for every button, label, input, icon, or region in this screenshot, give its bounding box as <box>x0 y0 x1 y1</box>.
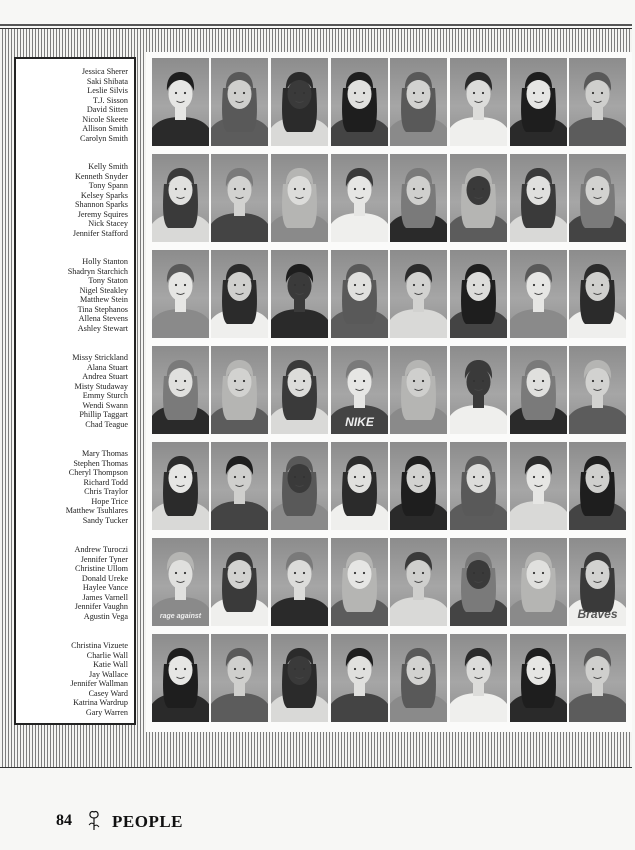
name-group <box>16 353 128 429</box>
student-name: Tony Spann <box>88 181 128 191</box>
student-name: Chad Teague <box>85 419 128 429</box>
student-name: Jennifer Stafford <box>72 228 128 238</box>
student-name: Ashley Stewart <box>77 323 128 333</box>
student-portrait <box>211 58 268 146</box>
student-name: Mary Thomas <box>81 449 128 458</box>
student-name: Nigel Steakley <box>79 285 128 295</box>
student-portrait <box>450 442 507 530</box>
student-name: T.J. Sisson <box>92 95 128 105</box>
student-portrait <box>271 58 328 146</box>
student-name: Emmy Sturch <box>82 391 128 401</box>
student-name: Gary Warren <box>85 707 128 717</box>
student-name: Andrew Turoczi <box>74 545 128 554</box>
student-portrait <box>450 538 507 626</box>
student-name: James Varnell <box>82 592 128 602</box>
student-name: Christina Vizuete <box>71 641 128 650</box>
student-name: Nick Stacey <box>88 219 128 229</box>
student-name: Jennifer Vaughn <box>74 602 128 612</box>
student-name: Holly Stanton <box>82 257 128 266</box>
student-name: Alana Stuart <box>86 362 128 372</box>
student-name: Missy Strickland <box>72 353 128 362</box>
student-portrait <box>211 346 268 434</box>
student-portrait <box>390 346 447 434</box>
student-name: Carolyn Smith <box>80 133 128 143</box>
student-portrait <box>152 154 209 242</box>
student-name: Nicole Skeete <box>82 114 128 124</box>
student-name: Casey Ward <box>88 688 128 698</box>
portrait-grid <box>146 52 632 732</box>
student-name: Jennifer Tyner <box>80 554 128 564</box>
student-portrait <box>390 442 447 530</box>
student-name: Matthew Tsuhlares <box>65 506 128 516</box>
student-portrait <box>331 154 388 242</box>
student-portrait <box>211 154 268 242</box>
student-portrait <box>390 634 447 722</box>
student-name: Jay Wallace <box>89 669 128 679</box>
student-portrait <box>271 538 328 626</box>
student-portrait <box>331 58 388 146</box>
student-portrait <box>390 154 447 242</box>
student-portrait <box>569 154 626 242</box>
student-portrait <box>569 250 626 338</box>
student-name: Shannon Sparks <box>75 200 128 210</box>
student-name: Donald Ureke <box>81 573 128 583</box>
student-name: Andrea Stuart <box>82 372 128 382</box>
student-portrait <box>271 346 328 434</box>
student-portrait <box>152 346 209 434</box>
student-portrait <box>331 634 388 722</box>
student-name: Tony Staton <box>88 276 128 286</box>
student-name: Sandy Tucker <box>82 515 128 525</box>
top-rule <box>0 24 632 26</box>
name-group <box>16 449 128 525</box>
student-portrait <box>152 442 209 530</box>
student-portrait <box>450 346 507 434</box>
student-name: Katie Wall <box>93 660 128 670</box>
student-name: Jennifer Wallman <box>70 679 128 689</box>
student-portrait <box>152 634 209 722</box>
student-name: Katrina Wardrup <box>73 698 128 708</box>
student-portrait <box>569 538 626 626</box>
student-portrait <box>569 346 626 434</box>
student-name: Stephen Thomas <box>73 458 128 468</box>
tulip-ornament-icon <box>87 808 101 832</box>
names-panel <box>14 57 136 725</box>
student-portrait <box>510 154 567 242</box>
student-name: Charlie Wall <box>86 650 128 660</box>
student-name: Wendi Swann <box>82 400 128 410</box>
student-portrait <box>211 634 268 722</box>
student-portrait <box>450 58 507 146</box>
student-name: Haylee Vance <box>82 583 128 593</box>
student-name: Kelsey Sparks <box>80 190 128 200</box>
student-name: Cheryl Thompson <box>68 468 128 478</box>
shirt-print: rage against <box>159 613 202 620</box>
section-title: PEOPLE <box>112 812 184 831</box>
student-portrait <box>390 58 447 146</box>
name-group <box>16 641 128 717</box>
student-name: Jessica Sherer <box>81 67 128 76</box>
student-name: Matthew Stein <box>80 295 128 305</box>
student-name: Richard Todd <box>83 477 128 487</box>
student-name: Kenneth Snyder <box>75 171 128 181</box>
student-name: Chris Traylor <box>84 487 128 497</box>
student-portrait <box>569 58 626 146</box>
shirt-print: NIKE <box>345 415 374 429</box>
student-name: Leslie Silvis <box>87 86 128 96</box>
student-name: Phillip Taggart <box>79 410 128 420</box>
student-portrait <box>450 250 507 338</box>
student-portrait <box>211 442 268 530</box>
student-name: Christine Ullom <box>75 564 128 574</box>
student-portrait <box>569 442 626 530</box>
student-portrait <box>450 154 507 242</box>
student-portrait <box>211 250 268 338</box>
student-portrait <box>271 442 328 530</box>
student-portrait <box>271 250 328 338</box>
student-portrait <box>271 154 328 242</box>
student-portrait <box>331 250 388 338</box>
shirt-print: Braves <box>577 607 618 621</box>
student-portrait <box>271 634 328 722</box>
student-portrait <box>152 538 209 626</box>
student-portrait <box>331 538 388 626</box>
student-portrait <box>510 346 567 434</box>
student-portrait <box>569 634 626 722</box>
name-group <box>16 67 128 143</box>
student-portrait <box>510 250 567 338</box>
student-portrait <box>331 442 388 530</box>
student-name: David Sitten <box>86 105 128 115</box>
student-portrait <box>510 442 567 530</box>
student-name: Shadryn Starchich <box>67 266 128 276</box>
student-name: Allison Smith <box>82 124 128 134</box>
student-name: Misty Studaway <box>74 381 128 391</box>
student-portrait <box>331 346 388 434</box>
student-portrait <box>390 538 447 626</box>
student-portrait <box>152 250 209 338</box>
name-group <box>16 162 128 238</box>
student-name: Hope Trice <box>91 496 128 506</box>
student-portrait <box>450 634 507 722</box>
student-name: Jeremy Squires <box>77 209 128 219</box>
student-name: Agustin Vega <box>83 611 128 621</box>
student-portrait <box>152 58 209 146</box>
student-name: Saki Shibata <box>86 76 128 86</box>
student-portrait <box>211 538 268 626</box>
name-group <box>16 545 128 621</box>
student-portrait <box>510 58 567 146</box>
student-portrait <box>510 538 567 626</box>
student-portrait <box>390 250 447 338</box>
student-portrait <box>510 634 567 722</box>
student-name: Allena Stevens <box>78 314 128 324</box>
page-number: 84 <box>56 812 72 829</box>
student-name: Kelly Smith <box>88 162 128 171</box>
name-group <box>16 257 128 333</box>
student-name: Tina Stephanos <box>77 304 128 314</box>
